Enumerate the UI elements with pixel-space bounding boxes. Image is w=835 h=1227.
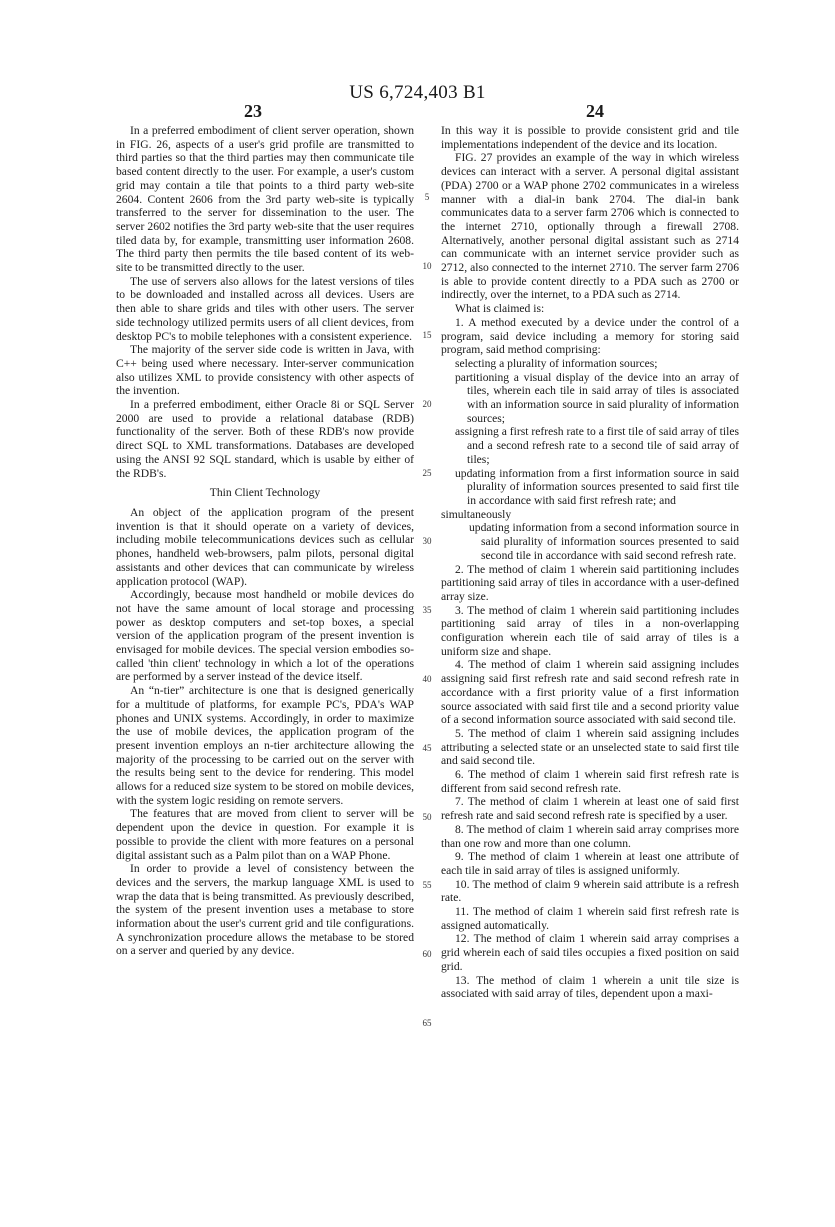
line-number: 65 xyxy=(422,1018,432,1028)
right-column xyxy=(441,124,739,1001)
claim-7: 7. The method of claim 1 wherein at least one of said first refresh rate and said second refresh rate is specified by a user. xyxy=(441,795,739,823)
paragraph: In this way it is possible to provide consistent grid and tile implementations independent of the device and its location. xyxy=(441,124,739,151)
patent-number: US 6,724,403 B1 xyxy=(349,82,486,103)
paragraph: An “n-tier” architecture is one that is designed generically for a multitude of platforms, for example PC's, PDA's WAP phones and UNIX systems. Accordingly, in order to maximize the use of mobile devices, the application program of the present invention employs an n-tier architecture allowing the majority of the processing to be carried out on the server with the results being sent to the device for rendering. This model allows for a reduced size system to be stored on mobile devices, with the system logic residing on remote servers. xyxy=(116,684,414,807)
line-number: 35 xyxy=(422,605,432,615)
line-number: 40 xyxy=(422,674,432,684)
claim-1-step: simultaneously xyxy=(441,507,512,521)
claim-3: 3. The method of claim 1 wherein said partitioning includes partitioning said array of tiles in a non-overlapping configuration wherein each tile of said array of tiles is a uniform size and shape. xyxy=(441,603,739,658)
section-heading: Thin Client Technology xyxy=(209,486,321,500)
claim-1-step: updating information from a second information source in said plurality of information sources presented to said second tile in accordance with said second refresh rate. xyxy=(469,521,739,562)
claim-1-step: updating information from a first information source in said plurality of information sources presented to said first tile in accordance with said first refresh rate; and xyxy=(455,466,739,507)
paragraph: FIG. 27 provides an example of the way in which wireless devices can interact with a server. A personal digital assistant (PDA) 2700 or a WAP phone 2702 communicates in a wireless manner with a dial-in bank 2704. The dial-in bank communicates data to a server farm 2706 which is connected to the internet 2710, optionally through a firewall 2708. Alternatively, another personal digital assistant such as 2714 can communicate with an internet service provider such as 2712, also connected to the internet 2710. The server farm 2706 is able to provide content directly to a PDA such as 2700 or indirectly, over the internet, to a PDA such as 2714. xyxy=(441,151,739,302)
line-number: 5 xyxy=(424,192,430,202)
paragraph: In a preferred embodiment, either Oracle 8i or SQL Server 2000 are used to provide a relational database (RDB) functionality of the server. Both of these RDB's now provide direct SQL to XML transformations. Databases are developed using the ANSI 92 SQL standard, which is usable by either of the RDB's. xyxy=(116,398,414,480)
line-number: 50 xyxy=(422,812,432,822)
page-number-left: 23 xyxy=(244,101,262,121)
paragraph: In a preferred embodiment of client server operation, shown in FIG. 26, aspects of a user's grid profile are transmitted to third parties so that the third parties may then communicate tile based content directly to the user. For example, a user's custom grid may contain a tile that points to a third party web-site 2604. Content 2606 from the 3rd party web-site is typically transferred to the server for dissemination to the user. The server 2602 notifies the 3rd party web-site that the user requires tiled data by, for example, transmitting user information 2608. The third party then permits the tile based content of its web-site to be transmitted directly to the user. xyxy=(116,124,414,275)
claim-1-step: selecting a plurality of information sources; xyxy=(455,356,658,370)
line-number: 60 xyxy=(422,949,432,959)
claim-10: 10. The method of claim 9 wherein said attribute is a refresh rate. xyxy=(441,877,739,905)
claim-1-step: assigning a first refresh rate to a first tile of said array of tiles and a second refresh rate to a second tile of said array of tiles; xyxy=(455,425,739,466)
paragraph: The features that are moved from client to server will be dependent upon the device in question. For example it is possible to provide the client with more features on a personal digital assistant such as a Palm pilot than on a WAP Phone. xyxy=(116,807,414,862)
paragraph: In order to provide a level of consistency between the devices and the servers, the markup language XML is used to wrap the data that is being transmitted. As previously described, the system of the present invention uses a metabase to store information about the user's current grid and tile configurations. A synchronization procedure allows the metabase to be stored on a server and queried by any device. xyxy=(116,862,414,958)
line-number: 20 xyxy=(422,399,432,409)
left-column xyxy=(116,124,414,958)
page-number-right: 24 xyxy=(586,101,604,121)
claim-11: 11. The method of claim 1 wherein said first refresh rate is assigned automatically. xyxy=(441,905,739,932)
claim-5: 5. The method of claim 1 wherein said assigning includes attributing a selected state or an unselected state to said first tile and said second tile. xyxy=(441,726,739,768)
claim-9: 9. The method of claim 1 wherein at least one attribute of each tile in said array of tiles is assigned uniformly. xyxy=(441,850,739,877)
claim-2: 2. The method of claim 1 wherein said partitioning includes partitioning said array of tiles in accordance with a user-defined array size. xyxy=(441,562,739,603)
claim-1: 1. A method executed by a device under the control of a program, said device including a memory for storing said program, said method comprising: xyxy=(441,315,739,357)
paragraph: The majority of the server side code is written in Java, with C++ being used where necessary. Inter-server communication also utilizes XML to provide consistency with other aspects of the invention. xyxy=(116,343,414,398)
paragraph: Accordingly, because most handheld or mobile devices do not have the same amount of local storage and processing power as desktop computers and set-top boxes, a special version of the application program of the present invention is envisaged for mobile devices. The special version embodies so-called 'thin client' technology in which a lot of the operations are performed by a server instead of the device itself. xyxy=(116,588,414,684)
claim-6: 6. The method of claim 1 wherein said first refresh rate is different from said second refresh rate. xyxy=(441,768,739,795)
claim-13: 13. The method of claim 1 wherein a unit tile size is associated with said array of tiles, dependent upon a maxi- xyxy=(441,973,739,1001)
claims-heading: What is claimed is: xyxy=(455,302,545,316)
line-number: 55 xyxy=(422,880,432,890)
line-number: 25 xyxy=(422,468,432,478)
line-number: 10 xyxy=(422,261,432,271)
paragraph: An object of the application program of the present invention is that it should operate on a variety of devices, including mobile telecommunications devices such as cellular phones, handheld web-browsers, palm pilots, personal digital assistants and other devices that can communicate by wireless application protocol (WAP). xyxy=(116,505,414,588)
line-number: 30 xyxy=(422,536,432,546)
claim-12: 12. The method of claim 1 wherein said array comprises a grid wherein each of said tiles occupies a fixed position on said grid. xyxy=(441,932,739,973)
claim-8: 8. The method of claim 1 wherein said array comprises more than one row and more than one column. xyxy=(441,822,739,850)
claim-4: 4. The method of claim 1 wherein said assigning includes assigning said first refresh rate and said second refresh rate in accordance with a first priority value of a first information source associated with said first tile and a second priority value of a second information source associated with said second tile. xyxy=(441,658,739,727)
line-number: 45 xyxy=(422,743,432,753)
line-number: 15 xyxy=(422,330,432,340)
paragraph: The use of servers also allows for the latest versions of tiles to be downloaded and installed across all devices. Users are then able to share grids and tiles with other users. The server side technology utilized permits users of all client devices, from desktop PC's to mobile telephones with a consistent experience. xyxy=(116,274,414,343)
claim-1-step: partitioning a visual display of the device into an array of tiles, wherein each tile in said array of tiles is associated with an information source in said plurality of information sources; xyxy=(455,370,739,425)
